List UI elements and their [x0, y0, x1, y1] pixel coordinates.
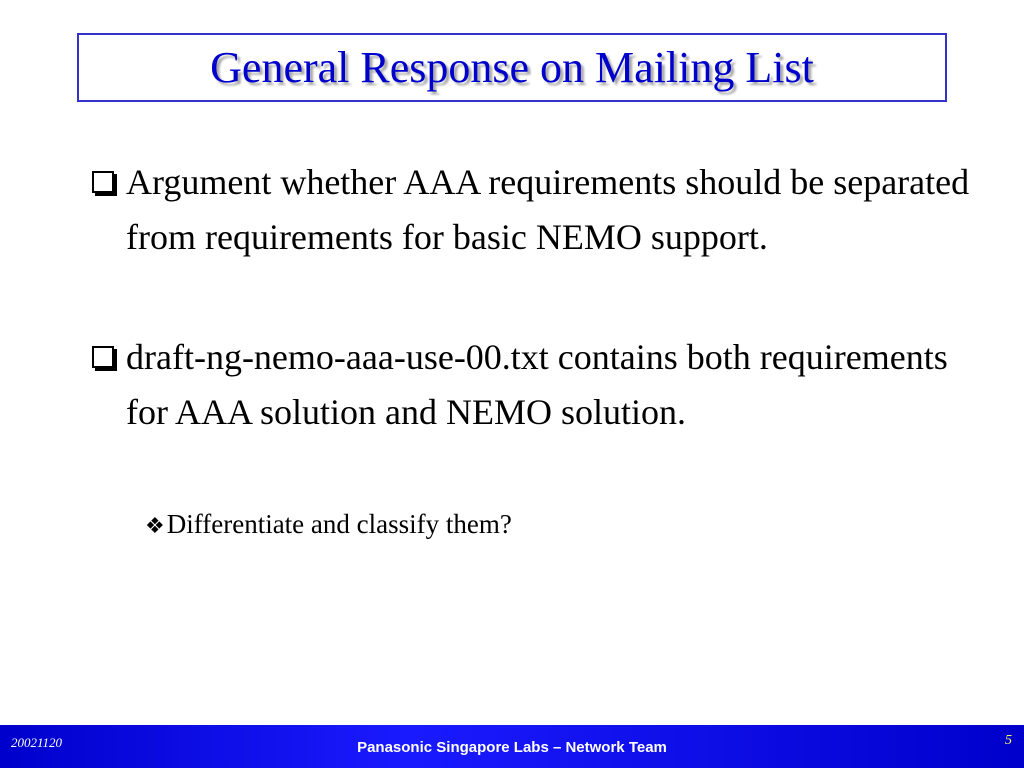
slide-title: General Response on Mailing List	[210, 42, 814, 92]
diamond-icon: ❖	[145, 514, 165, 539]
bullet-item	[92, 155, 976, 265]
footer-bar	[0, 725, 1024, 768]
footer-date: 20021120	[11, 735, 63, 750]
checkbox-icon	[92, 171, 114, 193]
sub-bullet-text: Differentiate and classify them?	[166, 509, 512, 539]
footer-team: Panasonic Singapore Labs – Network Team	[357, 739, 667, 756]
title-box	[77, 33, 947, 102]
sub-bullet-item	[145, 506, 925, 545]
bullet-item	[92, 330, 976, 440]
checkbox-icon	[92, 346, 114, 368]
bullet-text: draft-ng-nemo-aaa-use-00.txt contains both requirements for AAA solution and NEMO solution.	[126, 337, 948, 432]
bullet-text: Argument whether AAA requirements should be separated from requirements for basic NEMO support.	[126, 162, 970, 257]
page-number: 5	[1005, 733, 1012, 748]
